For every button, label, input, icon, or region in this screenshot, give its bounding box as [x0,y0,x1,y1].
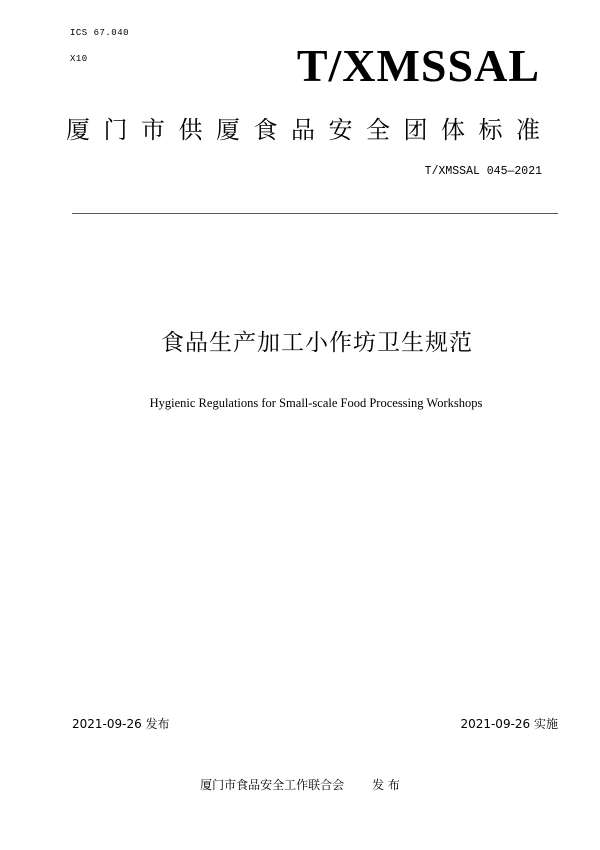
issuer-name: 厦门市食品安全工作联合会 [200,778,345,792]
publish-date: 2021-09-26 发布 [72,717,170,731]
header-divider [72,213,558,214]
standard-brand-logo: T/XMSSAL [296,40,540,91]
issuer-line [0,776,600,794]
issue-label: 发 布 [372,778,400,792]
classification-code: X10 [70,54,88,64]
standard-number: T/XMSSAL 045—2021 [424,165,542,178]
document-title-chinese: 食品生产加工小作坊卫生规范 [161,330,473,356]
implement-date: 2021-09-26 实施 [460,717,558,731]
organization-standard-title: 厦门市供厦食品安全团体标准 [66,116,554,144]
document-title-english: Hygienic Regulations for Small-scale Food Processing Workshops [149,396,483,410]
ics-code: ICS 67.040 [70,28,130,38]
